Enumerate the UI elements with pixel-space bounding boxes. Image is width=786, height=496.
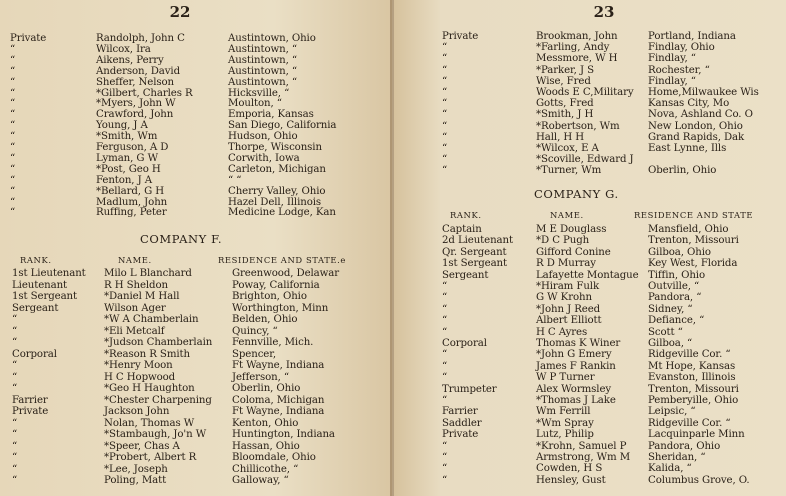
name-cell: *Lee, Joseph	[104, 463, 168, 475]
rank-cell: “	[442, 143, 448, 154]
residence-cell: Austintown, “	[228, 43, 297, 55]
right-page	[394, 0, 786, 496]
rank-cell: “	[12, 417, 18, 429]
rank-cell: Qr. Sergeant	[442, 246, 507, 258]
name-cell: *Eli Metcalf	[104, 325, 165, 337]
residence-cell: Medicine Lodge, Kan	[228, 207, 336, 219]
name-cell: *John J Reed	[536, 303, 601, 315]
rank-cell: “	[442, 372, 448, 384]
name-cell: *Robertson, Wm	[536, 120, 620, 132]
rank-cell: “	[10, 174, 16, 186]
rank-cell: “	[442, 131, 448, 143]
rank-cell: Private	[10, 33, 47, 44]
residence-cell: Galloway, “	[232, 475, 289, 486]
residence-cell: Ridgeville Cor. “	[648, 349, 731, 361]
rank-cell: “	[10, 120, 16, 132]
residence-cell: Mansfield, Ohio	[648, 224, 729, 235]
name-cell: Milo L Blanchard	[104, 268, 192, 279]
residence-cell: Huntington, Indiana	[232, 429, 335, 440]
residence-cell: Oberlin, Ohio	[232, 383, 301, 394]
residence-cell: Hudson, Ohio	[228, 131, 298, 143]
residence-cell: Austintown, “	[228, 76, 297, 88]
residence-cell: Findlay, Ohio	[648, 42, 715, 54]
residence-cell: Pemberyille, Ohio	[648, 395, 739, 406]
name-cell: H C Ayres	[536, 326, 588, 338]
rank-cell: Private	[442, 31, 479, 42]
residence-cell: Gilboa, Ohio	[648, 246, 711, 258]
rank-cell: Sergeant	[442, 269, 489, 281]
name-cell: Wise, Fred	[536, 75, 591, 87]
rank-cell: “	[10, 54, 16, 66]
rank-cell: Farrier	[12, 394, 48, 406]
residence-cell: Belden, Ohio	[232, 314, 298, 325]
residence-cell: Worthington, Minn	[232, 302, 329, 314]
rank-cell: “	[12, 440, 18, 452]
name-cell: Wilson Ager	[104, 302, 166, 314]
name-cell: *Myers, John W	[96, 98, 176, 110]
name-header: NAME.	[118, 255, 152, 265]
rank-cell: “	[442, 452, 448, 463]
name-cell: James F Rankin	[536, 360, 616, 372]
name-cell: Woods E C,Military	[536, 87, 634, 98]
name-cell: *Geo H Haughton	[104, 383, 195, 394]
page-number: 23	[593, 3, 615, 21]
rank-cell: “	[10, 207, 16, 219]
residence-cell: Findlay, “	[648, 75, 696, 87]
name-cell: W P Turner	[536, 372, 595, 384]
residence-cell: Evanston, Illinois	[648, 372, 736, 384]
name-cell: *Probert, Albert R	[104, 452, 197, 463]
residence-cell: Gilboa, “	[648, 338, 693, 349]
name-cell: Fenton, J A	[96, 174, 152, 186]
rank-cell: “	[442, 440, 448, 452]
residence-cell: “ “	[228, 174, 242, 186]
name-cell: Wilcox, Ira	[96, 43, 151, 55]
residence-cell: Portland, Indiana	[648, 31, 736, 42]
residence-cell: Corwith, Iowa	[228, 152, 300, 164]
residence-cell: Spencer,	[232, 348, 277, 360]
rank-cell: “	[10, 142, 16, 153]
residence-cell: New London, Ohio	[648, 120, 743, 132]
rank-cell: “	[442, 165, 448, 177]
residence-cell: Ft Wayne, Indiana	[232, 406, 325, 417]
residence-cell: Rochester, “	[648, 64, 710, 76]
residence-cell: Greenwood, Delawar	[232, 268, 340, 279]
residence-cell: Mt Hope, Kansas	[648, 360, 736, 372]
residence-cell: Sidney, “	[648, 303, 693, 315]
residence-cell: Tiffin, Ohio	[648, 269, 705, 281]
residence-cell: Hazel Dell, Illinois	[228, 196, 322, 208]
residence-cell: Thorpe, Wisconsin	[228, 142, 322, 153]
residence-cell: Key West, Florida	[648, 258, 738, 270]
residence-cell: Jefferson, “	[232, 371, 289, 383]
name-cell: Lyman, G W	[96, 152, 158, 164]
residence-cell: Defiance, “	[648, 315, 705, 327]
residence-cell: East Lynne, Ills	[648, 143, 727, 154]
rank-cell: “	[12, 325, 18, 337]
rank-cell: Saddler	[442, 417, 482, 429]
name-cell: Ferguson, A D	[96, 142, 169, 153]
residence-cell: Scott “	[648, 326, 683, 338]
name-cell: Crawford, John	[96, 109, 174, 121]
residence-cell: Leipsic, “	[648, 406, 696, 418]
name-cell: *Post, Geo H	[96, 163, 161, 175]
rank-cell: “	[10, 43, 16, 55]
rank-header: RANK.	[20, 255, 52, 265]
name-cell: Wm Ferrill	[536, 406, 591, 418]
name-cell: *Farling, Andy	[536, 42, 610, 54]
rank-cell: Private	[442, 429, 479, 441]
name-header: NAME.	[550, 210, 584, 220]
rank-cell: “	[10, 65, 16, 77]
residence-cell: Poway, California	[232, 279, 320, 291]
name-cell: *Smith, Wm	[96, 131, 158, 143]
name-cell: Nolan, Thomas W	[104, 417, 195, 429]
rank-cell: “	[12, 429, 18, 440]
name-cell: Gotts, Fred	[536, 98, 594, 110]
rank-cell: “	[12, 475, 18, 486]
rank-cell: “	[12, 383, 18, 394]
residence-cell: Coloma, Michigan	[232, 394, 325, 406]
residence-cell: Cherry Valley, Ohio	[228, 185, 326, 197]
name-cell: *Daniel M Hall	[104, 291, 180, 302]
residence-cell: Grand Rapids, Dak	[648, 131, 745, 143]
rank-cell: “	[442, 326, 448, 338]
name-cell: *Henry Moon	[104, 360, 173, 371]
rank-cell: “	[12, 360, 18, 371]
name-cell: *Hiram Fulk	[536, 281, 600, 292]
name-cell: Cowden, H S	[536, 463, 603, 475]
residence-cell: Fennville, Mich.	[232, 337, 314, 348]
residence-cell: Outville, “	[648, 281, 700, 292]
rank-cell: Corporal	[442, 338, 487, 349]
name-cell: Randolph, John C	[96, 33, 185, 44]
residence-header: RESIDENCE AND STATE	[634, 210, 754, 220]
residence-cell: Hicksville, “	[228, 87, 290, 99]
name-cell: Messmore, W H	[536, 53, 618, 65]
name-cell: Jackson John	[104, 406, 170, 417]
name-cell: *Parker, J S	[536, 64, 594, 76]
name-cell: *Smith, J H	[536, 109, 594, 121]
rank-cell: “	[442, 360, 448, 372]
rank-cell: “	[442, 395, 448, 406]
name-cell: Anderson, David	[96, 65, 181, 77]
rank-cell: “	[442, 120, 448, 132]
residence-cell: San Diego, California	[228, 120, 337, 132]
rank-cell: “	[442, 64, 448, 76]
name-cell: *Scoville, Edward J	[536, 154, 634, 166]
rank-cell: “	[442, 463, 448, 475]
rank-cell: “	[10, 163, 16, 175]
rank-cell: “	[442, 303, 448, 315]
name-cell: *Turner, Wm	[536, 165, 602, 177]
rank-cell: 1st Sergeant	[442, 258, 507, 270]
name-cell: *John G Emery	[536, 349, 612, 361]
rank-cell: 1st Sergeant	[12, 291, 77, 302]
residence-cell: Sheridan, “	[648, 452, 706, 463]
rank-cell: “	[442, 292, 448, 304]
rank-cell: Private	[12, 406, 49, 417]
rank-cell: “	[10, 185, 16, 197]
rank-cell: “	[442, 98, 448, 110]
residence-cell: Moulton, “	[228, 98, 282, 110]
name-cell: Sheffer, Nelson	[96, 76, 174, 88]
name-cell: R H Sheldon	[104, 279, 168, 291]
residence-cell: Brighton, Ohio	[232, 291, 307, 302]
residence-cell: Bloomdale, Ohio	[232, 452, 316, 463]
name-cell: M E Douglass	[536, 224, 607, 235]
name-cell: Ruffing, Peter	[96, 207, 167, 219]
rank-cell: “	[442, 42, 448, 54]
name-cell: *Judson Chamberlain	[104, 337, 213, 348]
rank-cell: “	[442, 87, 448, 98]
residence-cell: Kansas City, Mo	[648, 98, 730, 110]
residence-cell: Austintown, “	[228, 54, 297, 66]
rank-cell: “	[442, 315, 448, 327]
rank-cell: “	[10, 98, 16, 110]
name-cell: Thomas K Winer	[536, 338, 621, 349]
rank-cell: “	[10, 76, 16, 88]
name-cell: Gifford Conine	[536, 246, 611, 258]
residence-cell: Carleton, Michigan	[228, 163, 326, 175]
name-cell: *W A Chamberlain	[104, 314, 199, 325]
name-cell: *Krohn, Samuel P	[536, 440, 627, 452]
name-cell: Armstrong, Wm M	[536, 452, 631, 463]
rank-cell: 1st Lieutenant	[12, 268, 86, 279]
residence-cell: Hassan, Ohio	[232, 440, 300, 452]
name-cell: *Stambaugh, Jo'n W	[104, 429, 207, 440]
rank-cell: “	[10, 152, 16, 164]
residence-cell: Kenton, Ohio	[232, 417, 299, 429]
rank-cell: “	[12, 337, 18, 348]
name-cell: *Speer, Chas A	[104, 440, 180, 452]
residence-cell: Pandora, Ohio	[648, 440, 721, 452]
rank-cell: “	[12, 314, 18, 325]
residence-header: RESIDENCE AND STATE.e	[218, 255, 346, 265]
residence-cell: Findlay, “	[648, 53, 696, 65]
rank-cell: Farrier	[442, 406, 478, 418]
rank-cell: “	[12, 452, 18, 463]
residence-cell: Trenton, Missouri	[648, 383, 739, 395]
rank-cell: “	[442, 349, 448, 361]
rank-cell: “	[442, 281, 448, 292]
name-cell: Young, J A	[96, 120, 148, 132]
residence-cell: Austintown, Ohio	[228, 33, 316, 44]
name-cell: Hensley, Gust	[536, 474, 606, 486]
rank-cell: “	[442, 474, 448, 486]
rank-cell: “	[442, 75, 448, 87]
residence-cell: Chillicothe, “	[232, 463, 299, 475]
name-cell: *Bellard, G H	[96, 185, 165, 197]
residence-cell: Lacquinparle Minn	[648, 429, 745, 441]
name-cell: R D Murray	[536, 258, 596, 270]
name-cell: G W Krohn	[536, 292, 592, 304]
rank-cell: “	[10, 131, 16, 143]
rank-cell: Lieutenant	[12, 279, 68, 291]
residence-cell: Ridgeville Cor. “	[648, 417, 731, 429]
rank-cell: Corporal	[12, 348, 57, 360]
residence-cell: Emporia, Kansas	[228, 109, 314, 121]
name-cell: Lafayette Montague	[536, 269, 639, 281]
rank-cell: “	[10, 196, 16, 208]
name-cell: *Wilcox, E A	[536, 143, 599, 154]
rank-cell: “	[442, 109, 448, 121]
name-cell: Poling, Matt	[104, 475, 167, 486]
name-cell: Albert Elliott	[536, 315, 602, 327]
name-cell: *Chester Charpening	[104, 394, 212, 406]
residence-cell: Oberlin, Ohio	[648, 165, 717, 177]
rank-cell: “	[10, 87, 16, 99]
name-cell: H C Hopwood	[104, 371, 176, 383]
residence-cell: Ft Wayne, Indiana	[232, 360, 325, 371]
rank-cell: “	[10, 109, 16, 121]
company-title: COMPANY F.	[140, 232, 223, 246]
company-title: COMPANY G.	[534, 187, 619, 201]
name-cell: *Reason R Smith	[104, 348, 190, 360]
name-cell: Brookman, John	[536, 31, 618, 42]
page-number: 22	[169, 3, 191, 21]
name-cell: Aikens, Perry	[96, 54, 164, 66]
rank-cell: Trumpeter	[442, 383, 497, 395]
name-cell: *Gilbert, Charles R	[96, 87, 193, 99]
rank-cell: “	[442, 53, 448, 65]
rank-header: RANK.	[450, 210, 482, 220]
name-cell: Hall, H H	[536, 131, 585, 143]
residence-cell: Columbus Grove, O.	[648, 474, 750, 486]
left-page	[0, 0, 392, 496]
residence-cell: Quincy, “	[232, 325, 278, 337]
rank-cell: “	[442, 154, 448, 166]
rank-cell: “	[12, 463, 18, 475]
residence-cell: Austintown, “	[228, 65, 297, 77]
rank-cell: “	[12, 371, 18, 383]
rank-cell: 2d Lieutenant	[442, 235, 513, 247]
name-cell: Lutz, Philip	[536, 429, 594, 441]
residence-cell: Pandora, “	[648, 292, 702, 304]
rank-cell: Captain	[442, 224, 482, 235]
residence-cell: Home,Milwaukee Wis	[648, 87, 759, 98]
name-cell: *D C Pugh	[536, 235, 590, 247]
residence-cell: Trenton, Missouri	[648, 235, 739, 247]
name-cell: *Thomas J Lake	[536, 395, 616, 406]
rank-cell: Sergeant	[12, 302, 59, 314]
residence-cell: Nova, Ashland Co. O	[648, 109, 753, 121]
name-cell: Alex Wormsley	[536, 383, 612, 395]
name-cell: Madlum, John	[96, 196, 168, 208]
name-cell: *Wm Spray	[536, 417, 594, 429]
residence-cell: Kalida, “	[648, 463, 692, 475]
